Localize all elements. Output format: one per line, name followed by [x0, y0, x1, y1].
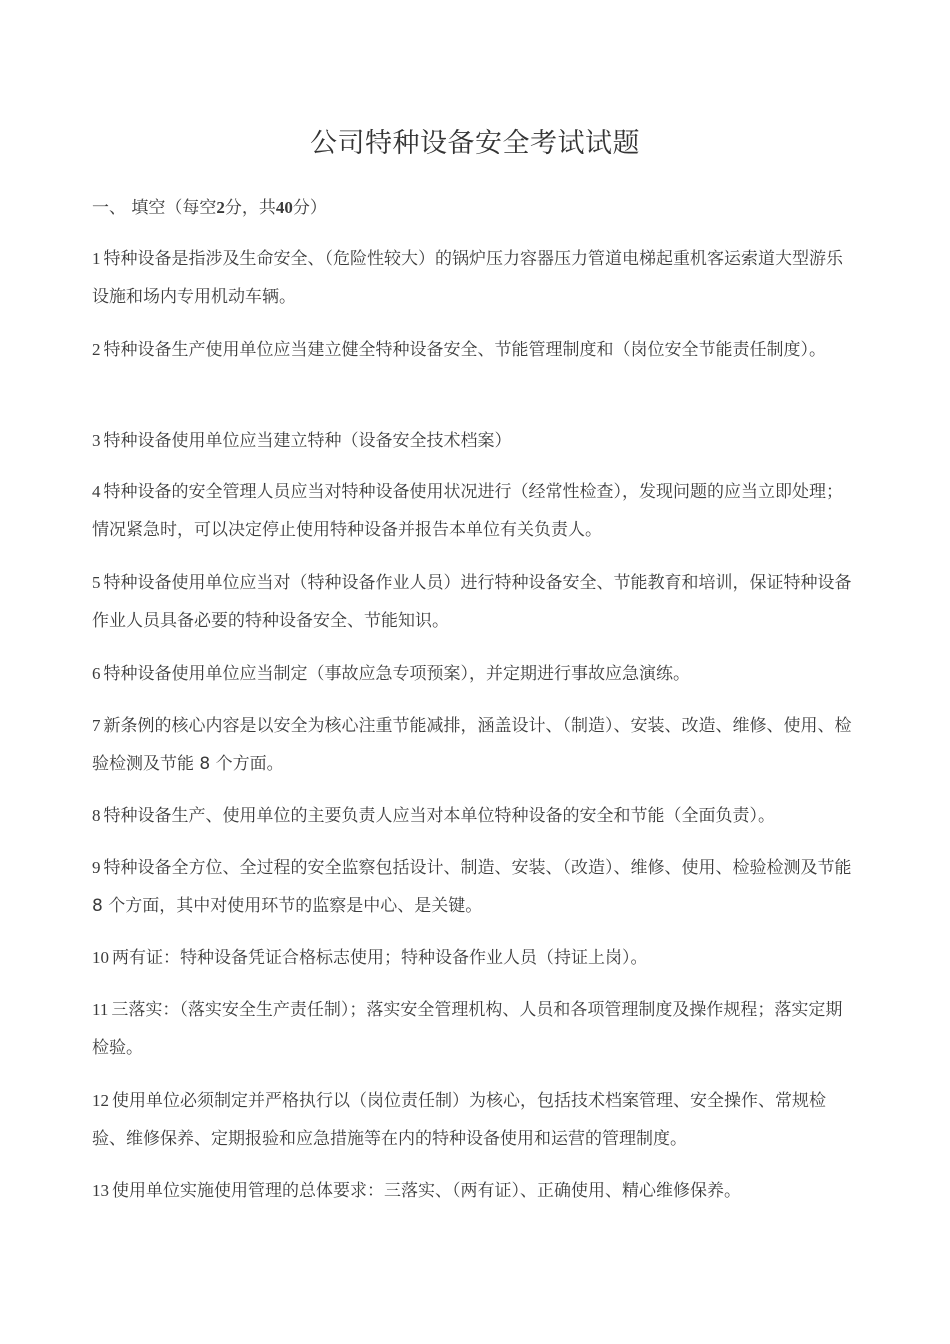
question-text: 两有证：特种设备凭证合格标志使用；特种设备作业人员（持证上岗）。: [112, 948, 648, 968]
question-number: 11: [92, 1000, 109, 1019]
question-text: 特种设备全方位、全过程的安全监察包括设计、制造、安装、（改造）、维修、使用、检验检测及节能 8 个方面，其中对使用环节的监察是中心、是关键。: [92, 858, 852, 916]
question-number: 13: [92, 1181, 109, 1200]
question-number: 12: [92, 1091, 109, 1110]
question-text: 特种设备生产、使用单位的主要负责人应当对本单位特种设备的安全和节能（全面负责）。: [103, 806, 775, 826]
question-number: 2: [92, 340, 101, 359]
question-text: 特种设备使用单位应当制定（事故应急专项预案），并定期进行事故应急演练。: [103, 664, 690, 684]
question-item-5: [92, 564, 858, 640]
question-item-4: [92, 473, 858, 549]
question-item-8: [92, 797, 872, 835]
question-item-11: [92, 991, 858, 1067]
question-number: 7: [92, 716, 101, 735]
question-item-1: [92, 240, 858, 316]
question-item-3: [92, 422, 858, 460]
question-text: 特种设备生产使用单位应当建立健全特种设备安全、节能管理制度和（岗位安全节能责任制度）。: [103, 340, 826, 360]
question-text: 三落实：（落实安全生产责任制）；落实安全管理机构、人员和各项管理制度及操作规程；落实定期检验。: [92, 1000, 843, 1058]
question-item-7: [92, 707, 858, 783]
question-text: 特种设备使用单位应当对（特种设备作业人员）进行特种设备安全、节能教育和培训，保证特种设备作业人员具备必要的特种设备安全、节能知识。: [92, 573, 852, 631]
question-text: 使用单位必须制定并严格执行以（岗位责任制）为核心，包括技术档案管理、安全操作、常规检验、维修保养、定期报验和应急措施等在内的特种设备使用和运营的管理制度。: [92, 1091, 826, 1149]
section-end: 分）: [292, 198, 327, 218]
document-title: 公司特种设备安全考试试题: [310, 128, 640, 159]
question-item-2: [92, 331, 858, 369]
section-label: 一、 填空（每空: [92, 198, 217, 218]
question-text: 使用单位实施使用管理的总体要求：三落实、（两有证）、正确使用、精心维修保养。: [112, 1181, 741, 1201]
question-item-12: [92, 1082, 858, 1158]
question-text: 特种设备使用单位应当建立特种（设备安全技术档案）: [103, 431, 512, 451]
question-number: 10: [92, 948, 109, 967]
section-middle: 分，共: [224, 198, 276, 218]
question-number: 1: [92, 249, 101, 268]
question-text: 特种设备的安全管理人员应当对特种设备使用状况进行（经常性检查），发现问题的应当立即处理；情况紧急时，可以决定停止使用特种设备并报告本单位有关负责人。: [92, 482, 843, 540]
question-number: 3: [92, 431, 101, 450]
question-item-13: [92, 1172, 858, 1210]
section-heading: [92, 195, 327, 221]
question-number: 9: [92, 858, 101, 877]
question-item-6: [92, 655, 858, 693]
question-number: 6: [92, 664, 101, 683]
question-text: 新条例的核心内容是以安全为核心注重节能减排，涵盖设计、（制造）、安装、改造、维修、使用、检验检测及节能 8 个方面。: [92, 716, 852, 774]
question-number: 5: [92, 573, 101, 592]
question-item-10: [92, 939, 858, 977]
points-total: 40: [275, 198, 293, 217]
question-item-9: [92, 849, 858, 925]
question-text: 特种设备是指涉及生命安全、（危险性较大）的锅炉压力容器压力管道电梯起重机客运索道大型游乐设施和场内专用机动车辆。: [92, 249, 843, 307]
points-each: 2: [216, 198, 225, 217]
question-number: 8: [92, 806, 101, 825]
question-number: 4: [92, 482, 101, 501]
